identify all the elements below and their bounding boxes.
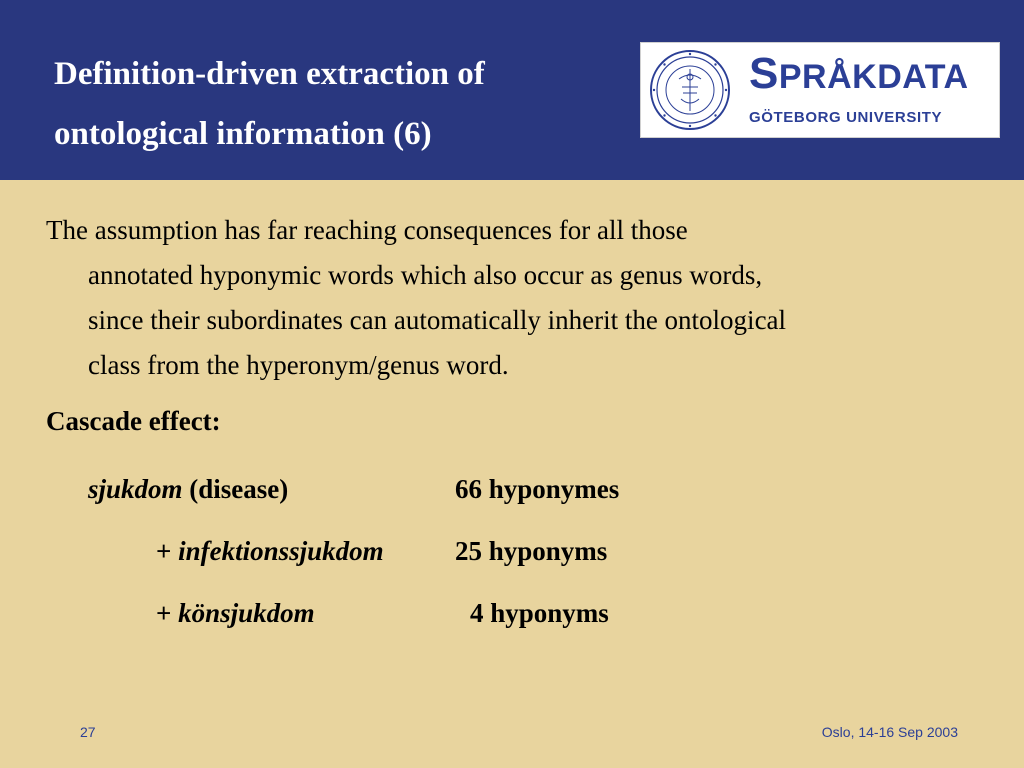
slide-title-line-1: Definition-driven extraction of — [54, 56, 485, 92]
plus-sign: + — [156, 536, 172, 566]
logo-wordmark — [749, 49, 969, 99]
paragraph-line: class from the hyperonym/genus word. — [88, 350, 509, 380]
term: sjukdom — [88, 474, 183, 504]
body-paragraph — [46, 208, 986, 388]
sprakdata-logo — [640, 42, 1000, 138]
page-number: 27 — [80, 724, 96, 740]
hyponym-count: 4 hyponyms — [470, 598, 609, 628]
term: könsjukdom — [178, 598, 315, 628]
slide-title-line-2: ontological information (6) — [54, 116, 432, 152]
cascade-heading: Cascade effect: — [46, 406, 221, 436]
slide-body — [0, 180, 1024, 768]
cascade-row — [88, 474, 288, 505]
hyponym-count: 66 hyponymes — [455, 474, 620, 504]
term: infektionssjukdom — [178, 536, 384, 566]
hyponym-count: 25 hyponyms — [455, 536, 608, 566]
logo-wordmark-initial: S — [749, 49, 779, 98]
footer-place-date: Oslo, 14-16 Sep 2003 — [821, 724, 958, 740]
gloss: (disease) — [189, 474, 289, 504]
title-banner — [0, 0, 1024, 180]
paragraph-line: since their subordinates can automatically inherit the ontological — [88, 305, 787, 335]
plus-sign: + — [156, 598, 172, 628]
logo-wordmark-rest: PRÅKDATA — [778, 58, 969, 96]
university-seal-icon — [649, 49, 731, 131]
cascade-row — [156, 536, 384, 567]
slide-title — [54, 44, 614, 164]
paragraph-line: The assumption has far reaching consequences for all those — [46, 215, 688, 245]
logo-university: GÖTEBORG UNIVERSITY — [749, 109, 943, 126]
paragraph-line: annotated hyponymic words which also occur as genus words, — [88, 260, 763, 290]
cascade-row — [156, 598, 315, 629]
